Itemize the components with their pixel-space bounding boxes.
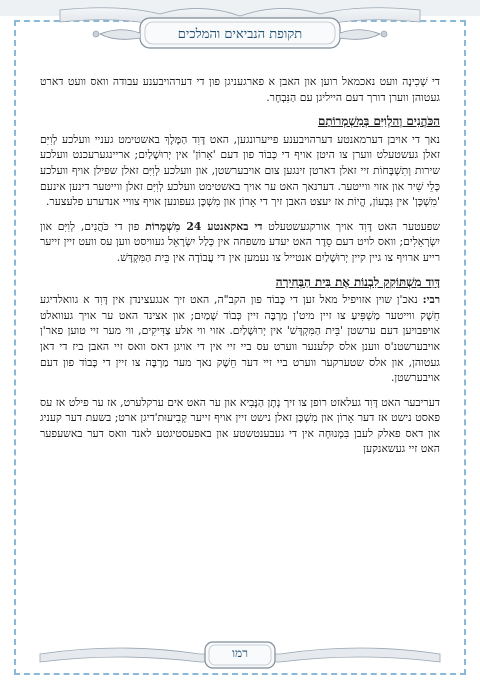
paragraph-natan-navi: דעריבער האט דָּוִד געלאזט רופן צו זיך נָתָן הַנָּבִיא און ער האט אים ערקלערט, אז ער פילט אז עס פאסט נישט אז דער אָרוֹן און מִשְׁכָּן זאלן נישט זיין אויף זייער קְבִיעוּת'דיגן ארט; בשעת דער קעניג און דאס פאלק לעבן בִּמְנוּחָה אין די געבענטשטע און באפעסטיגטע לאנד וואס דער באשעפער האט זיי געשאנקען: [40, 395, 440, 456]
paragraph-intro: די שְׁכִינָה וועט נאכמאל רוען און האבן א פארגעניגן פון די דערהויבענע עבודה וואס וועט דארט געטוהן ווערן דורך דעם הייליגן עם הַנִּבְחָר.: [40, 75, 440, 104]
page-header: [0, 0, 480, 62]
mishmaros-intro-text: שפעטער האט דָּוִד אויך אורקגעשטעלט: [268, 219, 441, 233]
paragraph-david-temple: [40, 292, 440, 386]
david-temple-text: נאכ'ן שוין אזויפיל מאל זען די כָּבוֹד פון הקב"ה, האט זיך אנגעצינדן אין דָּוִד א גוואלדיגע חֵשֶׁק ווייטער מַשְׁפִּיעַ צו זיין מיט'ן מַרְבֶּה זיין כְּבוֹד שָׁמַיִם; און אצינד האט ער אויך געוואלט אויפבויען דעם ערשטן 'בֵּית הַמִּקְדָּשׁ' אין יְרוּשָׁלַיִם. אזוי ווי אלע צַדִּיקִים, ווי מער זיי טוען פאר'ן אויבערשטנ'ס ווענן אלס קלענער ווערט עס ביי זיי אין די אויגן דאס וואס זיי האבן ביז די דאן געטוהן, און אלס שטערקער ווערט ביי זיי דער חֵשֶׁק נאך מער מַרְבֶּה צו זיין די כָּבוֹד פון דעם אויבערשטן.: [40, 293, 440, 385]
book-title: תקופת הנביאים והמלכים: [177, 27, 303, 42]
page-content: [40, 74, 440, 466]
page-number: רמו: [231, 646, 249, 660]
rebbe-label: רבי:: [422, 293, 440, 307]
paragraph-priests-levites: נאך די אויבן דערמאנטע דערהויבענע פייערונגען, האט דָּוִד הַמֶּלֶךְ באשטימט געניי וועלכע לְוִיִּם זאלן געשטעלט ווערן צו היטן אויף די כְּבוֹד פון דעם 'אָרוֹן' אין יְרוּשָׁלַיִם; אריינגערעכנט וועלכע שירות וְתִשְׁבָּחוֹת זיי זאלן דארטן זינגען צום אויבערשטן, און וועלכע לְוִיִּם זאלן שפילן אויף וועלכע כְּלֵי שִׁיר און אזוי ווייטער. דערנאך האט ער אויך באשטימט וועלכע לְוִיִּם זאלן ווייטער דינען אינעם 'מִשְׁכָּן' אין גִּבְעוֹן, הֱיוֹת אז יעצט האבן זיך די אָרוֹן און מִשְׁכָּן געפונען אויף צוויי אנדערע פלעצער.: [40, 132, 440, 209]
section-heading-david-temple: דָּוִד מִשְׁתּוֹקֵק לִבְנוֹת אֶת בֵּית הַבְּחִירָה: [275, 274, 440, 289]
paragraph-mishmaros: [40, 219, 440, 266]
section-heading-priests-levites: הַכֹּהֲנִים וְהַלְוִיִּם בְּמִשְׁמְרוֹתָם: [317, 114, 440, 129]
mishmaros-bold-text: די באקאנטע 24 מִשְׁמָרוֹת: [145, 219, 263, 233]
mishmaros-rest-text: פון די כֹּהֲנִים, לְוִיִּם און יִשְׂרְאֵלִים; וואס לויט דעם סֵדֶר האט יעדע משפחה אין כְּלַל יִשְׂרָאֵל געוויסט ווען עס וועט זיין זייער רייע ארויף צו גיין קיין יְרוּשָׁלַיִם אנטייל צו נעמען אין די עֲבוֹדָה אין בֵּית הַמִּקְדָּשׁ.: [40, 219, 440, 264]
page-footer: [0, 632, 480, 677]
